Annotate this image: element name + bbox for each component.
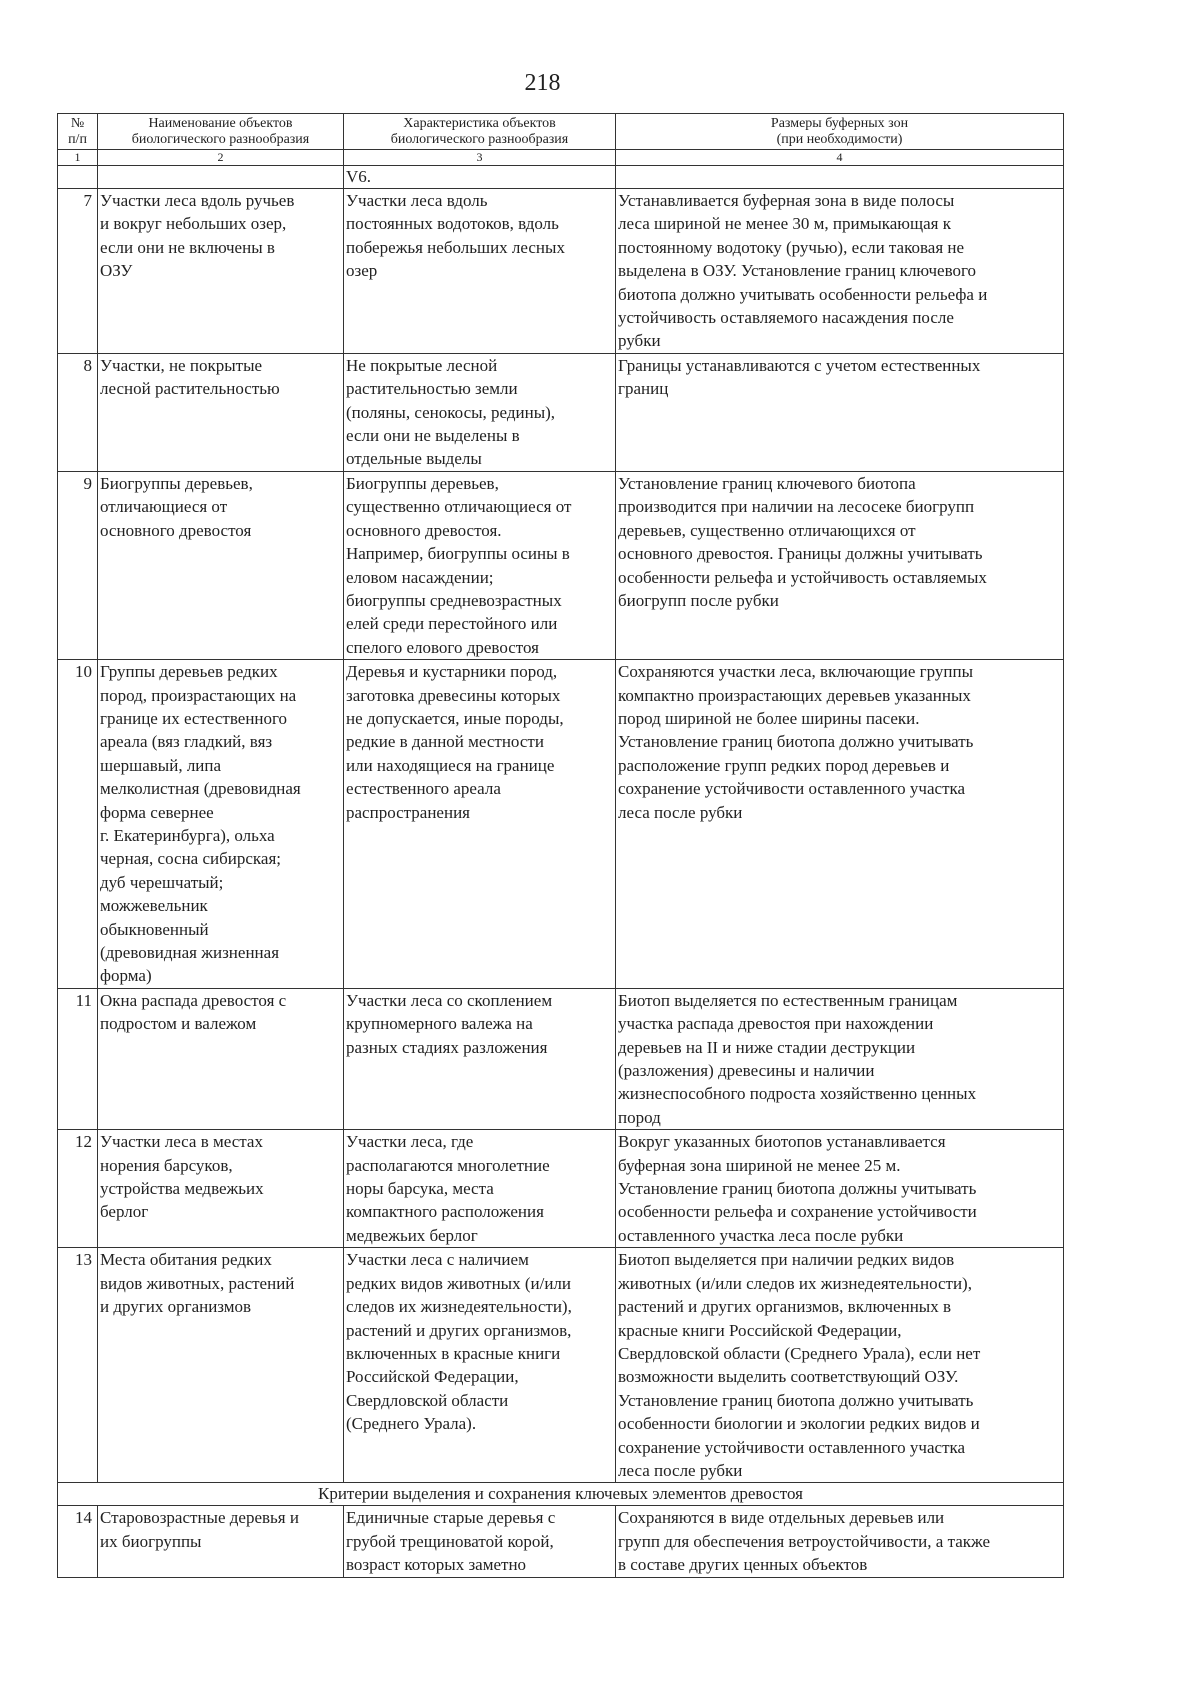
row-number: 10: [58, 660, 98, 989]
column-number: 1: [58, 150, 98, 166]
table-row: [58, 1506, 1064, 1577]
object-characteristic: Участки леса, где располагаются многолетние норы барсука, места компактного расположения медвежьих берлог: [344, 1130, 616, 1248]
object-characteristic: Биогруппы деревьев, существенно отличающиеся от основного древостоя. Например, биогруппы осины в еловом насаждении; биогруппы средневозрастных елей среди перестойного или спелого елового древостоя: [344, 471, 616, 659]
header-object-name: Наименование объектов биологического разнообразия: [98, 114, 344, 150]
object-name: Участки, не покрытые лесной растительностью: [98, 353, 344, 471]
buffer-zone-size: Вокруг указанных биотопов устанавливается буферная зона шириной не менее 25 м. Установление границ биотопа должны учитывать особенности рельефа и сохранение устойчивости оставленного участка леса после рубки: [616, 1130, 1064, 1248]
table-row: [58, 988, 1064, 1129]
object-name: Места обитания редких видов животных, растений и других организмов: [98, 1248, 344, 1483]
table-row: [58, 1248, 1064, 1483]
buffer-zone-size: Установление границ ключевого биотопа производится при наличии на лесосеке биогрупп деревьев, существенно отличающихся от основного древостоя. Границы должны учитывать особенности рельефа и устойчивость оставляемых биогрупп после рубки: [616, 471, 1064, 659]
object-name: Биогруппы деревьев, отличающиеся от основного древостоя: [98, 471, 344, 659]
table-row: [58, 353, 1064, 471]
object-characteristic: Участки леса со скоплением крупномерного валежа на разных стадиях разложения: [344, 988, 616, 1129]
buffer-zone-size: Сохраняются участки леса, включающие группы компактно произрастающих деревьев указанных пород шириной не более ширины пасеки. Установление границ биотопа должно учитывать расположение групп редких пород деревьев и сохранение устойчивости оставленного участка леса после рубки: [616, 660, 1064, 989]
section-heading-row: [58, 1483, 1064, 1506]
page-number: 218: [524, 70, 561, 96]
buffer-zone-size: Устанавливается буферная зона в виде полосы леса шириной не менее 30 м, примыкающая к постоянному водотоку (ручью), если таковая не выделена в ОЗУ. Установление границ ключевого биотопа должно учитывать особенности рельефа и устойчивость оставляемого насаждения после рубки: [616, 189, 1064, 354]
row-number: 11: [58, 988, 98, 1129]
biodiversity-table: [57, 113, 1064, 1578]
table-cell: [616, 166, 1064, 189]
section-title: Критерии выделения и сохранения ключевых элементов древостоя: [58, 1483, 1064, 1506]
object-name: Группы деревьев редких пород, произрастающих на границе их естественного ареала (вяз гладкий, вяз шершавый, липа мелколистная (древовидная форма севернее г. Екатеринбурга), ольха черная, сосна сибирская; дуб черешчатый; можжевельник обыкновенный (древовидная жизненная форма): [98, 660, 344, 989]
table-header-row: [58, 114, 1064, 150]
continuation-text: V6.: [344, 166, 616, 189]
table-cell: [98, 166, 344, 189]
object-name: Окна распада древостоя с подростом и валежом: [98, 988, 344, 1129]
header-number: № п/п: [58, 114, 98, 150]
buffer-zone-size: Границы устанавливаются с учетом естественных границ: [616, 353, 1064, 471]
continuation-row: [58, 166, 1064, 189]
buffer-zone-size: Биотоп выделяется по естественным границам участка распада древостоя при нахождении деревьев на II и ниже стадии деструкции (разложения) древесины и наличии жизнеспособного подроста хозяйственно ценных пород: [616, 988, 1064, 1129]
header-buffer-zone: Размеры буферных зон (при необходимости): [616, 114, 1064, 150]
header-object-characteristic: Характеристика объектов биологического разнообразия: [344, 114, 616, 150]
column-number: 2: [98, 150, 344, 166]
row-number: 12: [58, 1130, 98, 1248]
buffer-zone-size: Сохраняются в виде отдельных деревьев или групп для обеспечения ветроустойчивости, а также в составе других ценных объектов: [616, 1506, 1064, 1577]
column-numbers-row: [58, 150, 1064, 166]
object-characteristic: Деревья и кустарники пород, заготовка древесины которых не допускается, иные породы, редкие в данной местности или находящиеся на границе естественного ареала распространения: [344, 660, 616, 989]
row-number: 14: [58, 1506, 98, 1577]
row-number: 13: [58, 1248, 98, 1483]
table-row: [58, 660, 1064, 989]
table-row: [58, 1130, 1064, 1248]
object-characteristic: Участки леса вдоль постоянных водотоков, вдоль побережья небольших лесных озер: [344, 189, 616, 354]
column-number: 3: [344, 150, 616, 166]
object-characteristic: Единичные старые деревья с грубой трещиноватой корой, возраст которых заметно: [344, 1506, 616, 1577]
column-number: 4: [616, 150, 1064, 166]
table-row: [58, 189, 1064, 354]
object-name: Участки леса вдоль ручьев и вокруг небольших озер, если они не включены в ОЗУ: [98, 189, 344, 354]
object-name: Старовозрастные деревья и их биогруппы: [98, 1506, 344, 1577]
table-cell: [58, 166, 98, 189]
row-number: 7: [58, 189, 98, 354]
row-number: 8: [58, 353, 98, 471]
object-name: Участки леса в местах норения барсуков, устройства медвежьих берлог: [98, 1130, 344, 1248]
row-number: 9: [58, 471, 98, 659]
object-characteristic: Не покрытые лесной растительностью земли (поляны, сенокосы, редины), если они не выделены в отдельные выделы: [344, 353, 616, 471]
object-characteristic: Участки леса с наличием редких видов животных (и/или следов их жизнедеятельности), растений и других организмов, включенных в красные книги Российской Федерации, Свердловской области (Среднего Урала).: [344, 1248, 616, 1483]
table-row: [58, 471, 1064, 659]
buffer-zone-size: Биотоп выделяется при наличии редких видов животных (и/или следов их жизнедеятельности), растений и других организмов, включенных в красные книги Российской Федерации, Свердловской области (Среднего Урала), если нет возможности выделить соответствующий ОЗУ. Установление границ биотопа должно учитывать особенности биологии и экологии редких видов и сохранение устойчивости оставленного участка леса после рубки: [616, 1248, 1064, 1483]
